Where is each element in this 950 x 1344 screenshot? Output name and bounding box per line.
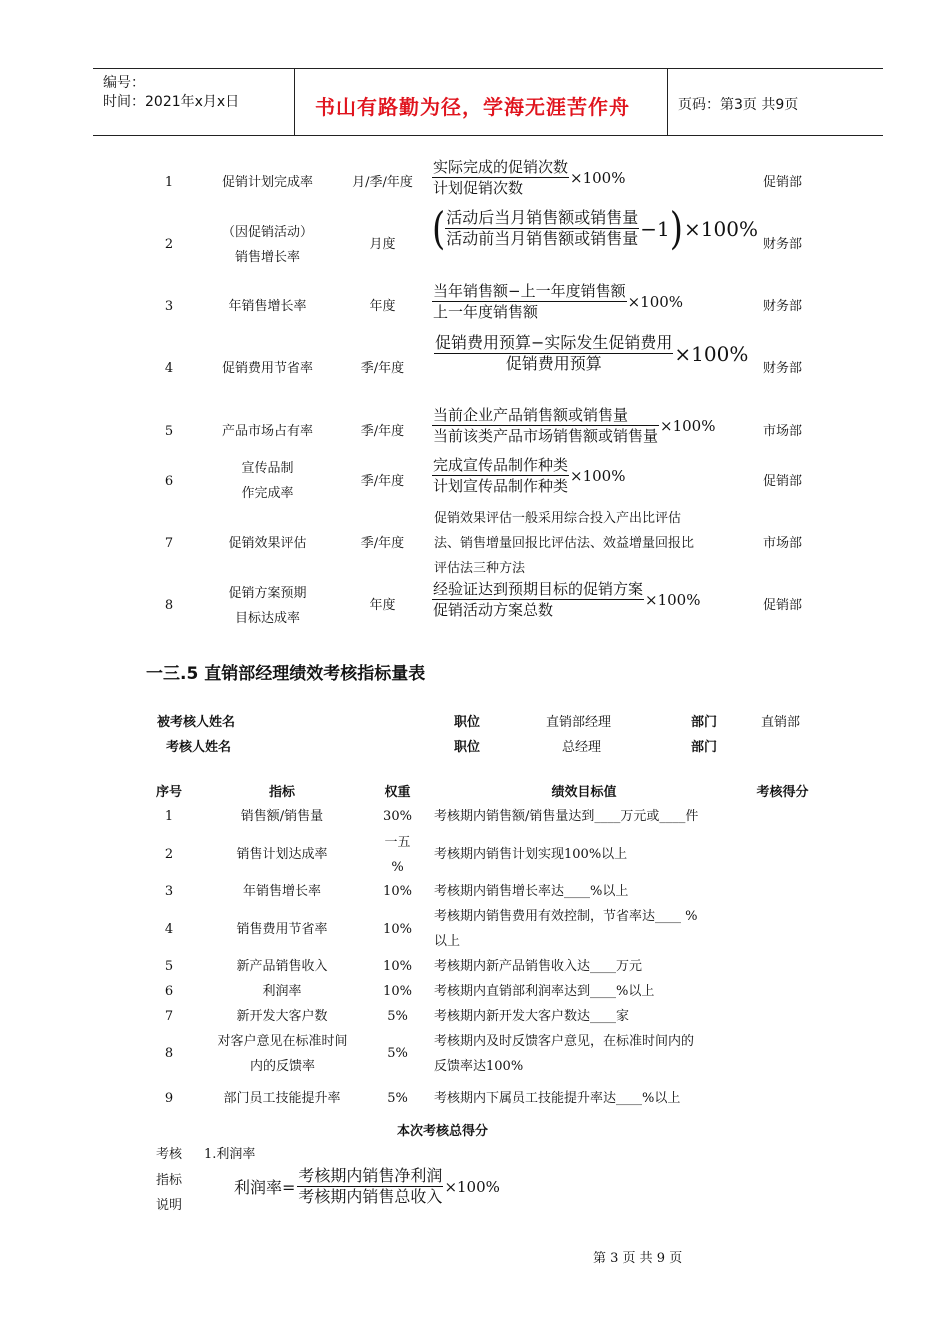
header-bottom-rule (93, 135, 883, 136)
t1-formula-den: 计划促销次数 (433, 179, 524, 197)
t2-no: 9 (164, 1091, 174, 1106)
examiner-label: 考核人姓名 (166, 740, 232, 755)
t1-name-line: 促销方案预期 (228, 586, 307, 601)
t2-total-label: 本次考核总得分 (396, 1124, 488, 1139)
header-page: 页码：第3页 共9页 (678, 97, 799, 113)
t2-no: 1 (164, 809, 174, 824)
dept-label-2: 部门 (691, 740, 718, 755)
dept-label: 部门 (691, 715, 718, 730)
t1-dept: 财务部 (762, 237, 802, 252)
t2-name: 新开发大客户数 (236, 1009, 328, 1024)
t1-formula-den: 当前该类产品市场销售额或销售量 (433, 427, 659, 445)
t1-dept: 市场部 (762, 424, 802, 439)
t1-name: 促销效果评估 (228, 536, 307, 551)
position-label: 职位 (454, 715, 481, 730)
t2-header-target: 绩效目标值 (551, 785, 617, 800)
t1-no: 4 (164, 361, 174, 376)
t1-period: 季/年度 (360, 424, 405, 439)
t1-no: 8 (164, 598, 174, 613)
t1-formula (432, 455, 625, 496)
t1-dept: 促销部 (762, 474, 802, 489)
t1-formula (432, 579, 700, 620)
t1-formula (432, 157, 625, 198)
t1-formula-num: 促销费用预算−实际发生促销费用 (435, 333, 673, 352)
profit-formula-tail: ×100% (444, 1177, 500, 1196)
t2-name: 销售计划达成率 (236, 847, 328, 862)
t1-name: 产品市场占有率 (221, 424, 313, 439)
explain-side-line: 说明 (156, 1198, 183, 1213)
t2-target: 考核期内新产品销售收入达____万元 (434, 959, 643, 974)
examinee-label: 被考核人姓名 (157, 715, 236, 730)
t1-period: 季/年度 (360, 536, 405, 551)
t1-no: 3 (164, 299, 174, 314)
t2-target: 考核期内销售计划实现100%以上 (434, 847, 628, 862)
left-paren: ( (432, 202, 446, 255)
t1-period: 季/年度 (360, 361, 405, 376)
t1-name-line: 宣传品制 (241, 461, 294, 476)
position-value: 直销部经理 (546, 715, 612, 730)
t1-dept: 促销部 (762, 598, 802, 613)
t2-name: 部门员工技能提升率 (223, 1091, 341, 1106)
t1-period: 年度 (369, 299, 396, 314)
t1-no: 7 (164, 536, 174, 551)
t1-name: 促销计划完成率 (221, 175, 313, 190)
t2-weight-line: % (391, 860, 404, 875)
t1-formula-tail: ×100% (645, 590, 701, 609)
t1-formula (434, 333, 748, 374)
t1-formula (432, 202, 758, 255)
t2-weight: 10% (383, 984, 412, 999)
t2-header-indicator: 指标 (268, 785, 295, 800)
t2-target: 考核期内下属员工技能提升率达____%以上 (434, 1091, 681, 1106)
t2-no: 5 (164, 959, 174, 974)
t1-no: 5 (164, 424, 174, 439)
t2-weight-line: 一五 (384, 835, 411, 850)
t1-formula-den: 促销活动方案总数 (433, 601, 554, 619)
t2-name-line: 内的反馈率 (249, 1059, 315, 1074)
t1-formula-tail: ×100% (660, 416, 716, 435)
t1-name-line: （因促销活动） (221, 225, 313, 240)
explain-side-line: 指标 (156, 1173, 183, 1188)
t1-formula-tail: ×100% (570, 466, 626, 485)
t1-formula-num: 当前企业产品销售额或销售量 (432, 405, 659, 426)
t1-dept: 财务部 (762, 299, 802, 314)
t1-formula (432, 405, 715, 446)
t1-formula-tail: ×100% (570, 168, 626, 187)
t1-no: 2 (164, 237, 174, 252)
t1-text-line: 法、销售增量回报比评估法、效益增量回报比 (434, 536, 695, 551)
footer-page: 第 3 页 共 9 页 (593, 1251, 683, 1266)
t2-target-line: 考核期内及时反馈客户意见，在标准时间内的 (434, 1034, 695, 1049)
t1-text-line: 促销效果评估一般采用综合投入产出比评估 (434, 511, 682, 526)
t2-target: 考核期内直销部利润率达到____%以上 (434, 984, 655, 999)
t1-period: 月/季/年度 (352, 175, 413, 190)
t1-formula-tail: ×100% (674, 341, 749, 366)
header-code: 编号： (103, 75, 145, 91)
t2-weight: 5% (387, 1009, 408, 1024)
t1-name: 促销费用节省率 (221, 361, 313, 376)
t1-formula-den: 计划宣传品制作种类 (433, 477, 569, 495)
t1-no: 1 (164, 175, 174, 190)
t1-formula-num: 完成宣传品制作种类 (433, 456, 569, 474)
t2-no: 7 (164, 1009, 174, 1024)
t1-period: 月度 (369, 237, 396, 252)
t1-dept: 促销部 (762, 175, 802, 190)
explain-item: 1.利润率 (204, 1147, 256, 1162)
profit-formula-den: 考核期内销售总收入 (298, 1187, 443, 1206)
header-divider-2 (667, 69, 668, 136)
t1-formula (432, 281, 683, 322)
t1-name-line: 销售增长率 (234, 250, 300, 265)
header-time: 时间：2021年x月x日 (103, 94, 240, 110)
position-value-2: 总经理 (562, 740, 602, 755)
t1-formula-num: 经验证达到预期目标的促销方案 (433, 580, 644, 598)
t2-name: 销售额/销售量 (240, 809, 324, 824)
profit-formula-num: 考核期内销售净利润 (298, 1166, 443, 1185)
t1-dept: 财务部 (762, 361, 802, 376)
t2-header-no: 序号 (155, 785, 182, 800)
t2-target: 考核期内销售增长率达____%以上 (434, 884, 629, 899)
t1-formula-num: 活动后当月销售额或销售量 (446, 208, 639, 227)
t2-no: 4 (164, 922, 174, 937)
t2-weight: 5% (387, 1091, 408, 1106)
t1-no: 6 (164, 474, 174, 489)
t1-formula-den: 活动前当月销售额或销售量 (446, 229, 639, 248)
t2-name: 新产品销售收入 (236, 959, 328, 974)
t2-name-line: 对客户意见在标准时间 (217, 1034, 348, 1049)
t2-weight: 30% (383, 809, 412, 824)
t2-weight: 10% (383, 884, 412, 899)
t2-target: 考核期内销售额/销售量达到____万元或____件 (434, 809, 699, 824)
t2-name: 利润率 (262, 984, 302, 999)
t1-name: 年销售增长率 (228, 299, 307, 314)
explain-side-line: 考核 (156, 1147, 183, 1162)
section-title: 一三.5 直销部经理绩效考核指标量表 (146, 664, 426, 684)
profit-formula (233, 1166, 500, 1207)
t2-header-score: 考核得分 (756, 785, 809, 800)
t1-formula-num: 当年销售额−上一年度销售额 (433, 282, 626, 300)
t2-target-line: 考核期内销售费用有效控制，节省率达____ % (434, 909, 698, 924)
t2-no: 6 (164, 984, 174, 999)
t1-formula-den: 促销费用预算 (505, 354, 602, 373)
t1-period: 季/年度 (360, 474, 405, 489)
t1-period: 年度 (369, 598, 396, 613)
header-top-rule (93, 68, 883, 69)
t2-no: 8 (164, 1046, 174, 1061)
t2-weight: 10% (383, 922, 412, 937)
t2-header-weight: 权重 (384, 785, 411, 800)
t1-formula-num: 实际完成的促销次数 (433, 158, 569, 176)
t2-weight: 10% (383, 959, 412, 974)
right-paren: ) (669, 202, 684, 255)
t1-text-line: 评估法三种方法 (434, 561, 526, 576)
t2-no: 3 (164, 884, 174, 899)
header-divider-1 (294, 69, 295, 136)
t2-name: 年销售增长率 (242, 884, 321, 899)
t1-formula-tail: −1 (640, 216, 670, 241)
t2-target-line: 反馈率达100% (434, 1059, 524, 1074)
t1-dept: 市场部 (762, 536, 802, 551)
t1-formula-tail2: ×100% (684, 216, 758, 241)
t1-name-line: 作完成率 (241, 486, 294, 501)
dept-value: 直销部 (761, 715, 801, 730)
t2-weight: 5% (387, 1046, 408, 1061)
t2-target: 考核期内新开发大客户数达____家 (434, 1009, 630, 1024)
header-motto: 书山有路勤为径，学海无涯苦作舟 (315, 95, 630, 119)
profit-formula-lhs: 利润率= (234, 1178, 296, 1197)
t2-no: 2 (164, 847, 174, 862)
t1-formula-den: 上一年度销售额 (433, 303, 539, 321)
t1-formula-tail: ×100% (627, 292, 684, 311)
position-label-2: 职位 (454, 740, 481, 755)
t1-name-line: 目标达成率 (234, 611, 300, 626)
t2-target-line: 以上 (434, 934, 461, 949)
t2-name: 销售费用节省率 (236, 922, 328, 937)
